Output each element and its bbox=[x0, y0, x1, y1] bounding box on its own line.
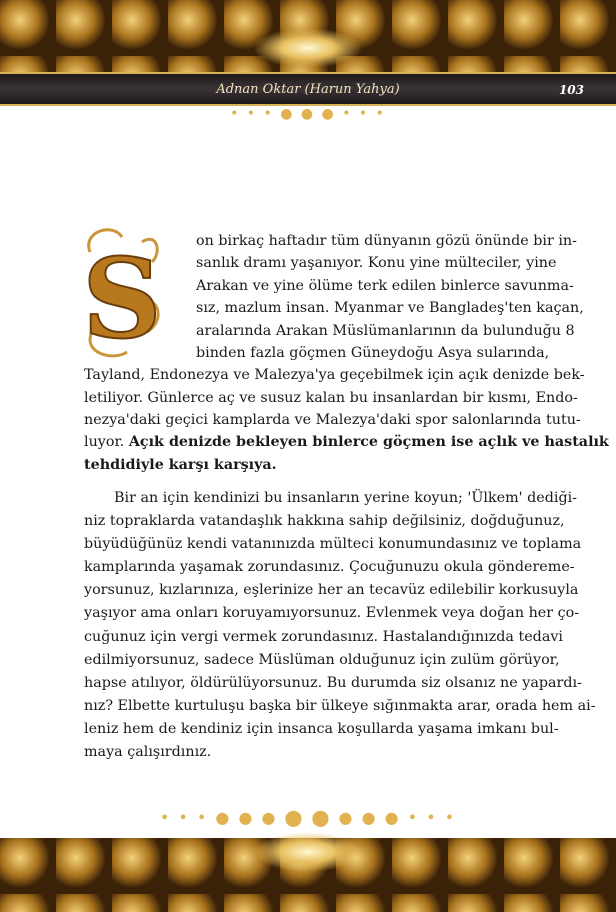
text-plain: luyor. bbox=[84, 434, 129, 450]
drop-cap-s-ornament bbox=[82, 222, 162, 362]
page-number: 103 bbox=[558, 83, 584, 97]
text-line: nezya'daki geçici kamplarda ve Malezya'daki spor salonlarında tutu- bbox=[84, 412, 581, 428]
text-line: niz topraklarda vatandaşlık hakkına sahip değilsiniz, doğduğunuz, bbox=[84, 513, 565, 529]
text-line-bold: tehdidiyle karşı karşıya. bbox=[84, 457, 277, 473]
text-line: edilmiyorsunuz, sadece Müslüman olduğunuz için zulüm görüyor, bbox=[84, 652, 560, 668]
text-line: aralarında Arakan Müslümanlarının da bulunduğu 8 bbox=[196, 323, 575, 339]
text-line: Arakan ve yine ölüme terk edilen binlerce savunma- bbox=[196, 278, 574, 294]
text-line: Tayland, Endonezya ve Malezya'ya geçebilmek için açık denizde bek- bbox=[84, 367, 585, 383]
text-line: yaşıyor ama onları koruyamıyorsunuz. Evlenmek veya doğan her ço- bbox=[84, 605, 580, 621]
text-line: büyüdüğünüz kendi vatanınızda mülteci konumundasınız ve toplama bbox=[84, 536, 582, 552]
text-line: sanlık dramı yaşanıyor. Konu yine mülteciler, yine bbox=[196, 255, 557, 271]
text-line: binden fazla göçmen Güneydoğu Asya sularında, bbox=[196, 345, 550, 361]
drop-cap-letter: S bbox=[82, 234, 162, 362]
text-line: yorsunuz, kızlarınıza, eşlerinize her an tecavüz edilebilir korkusuyla bbox=[84, 582, 579, 598]
text-line: kamplarında yaşamak zorundasınız. Çocuğunuzu okula göndereme- bbox=[84, 559, 575, 575]
running-head: Adnan Oktar (Harun Yahya) bbox=[216, 82, 400, 97]
text-line bbox=[84, 432, 609, 452]
text-line: sız, mazlum insan. Myanmar ve Bangladeş'ten kaçan, bbox=[196, 300, 584, 316]
text-line: leniz hem de kendiniz için insanca koşullarda yaşama imkanı bul- bbox=[84, 721, 559, 737]
bottom-bead-ornament: • • • ● ● ● ⬤ ⬤ ● ● ● • • • bbox=[159, 808, 457, 827]
text-line: on birkaç haftadır tüm dünyanın gözü önünde bir in- bbox=[196, 233, 577, 249]
bottom-crown-ornament bbox=[253, 832, 363, 872]
text-line: nız? Elbette kurtuluşu başka bir ülkeye sığınmakta arar, orada hem ai- bbox=[84, 698, 596, 714]
text-line: cuğunuz için vergi vermek zorundasınız. Hastalandığınızda tedavi bbox=[84, 629, 564, 645]
text-line: maya çalışırdınız. bbox=[84, 744, 212, 760]
text-line: letiliyor. Günlerce aç ve susuz kalan bu insanlardan bir kısmı, Endo- bbox=[84, 390, 578, 406]
text-bold: Açık denizde bekleyen binlerce göçmen ise açlık ve hastalık bbox=[128, 434, 609, 450]
top-bead-ornament: • • • ● ● ● • • • bbox=[230, 106, 386, 122]
top-crown-ornament bbox=[253, 28, 363, 68]
text-line: hapse atılıyor, öldürülüyorsunuz. Bu durumda siz olsanız ne yapardı- bbox=[84, 675, 582, 691]
text-line: Bir an için kendinizi bu insanların yerine koyun; 'Ülkem' dediği- bbox=[114, 490, 578, 506]
